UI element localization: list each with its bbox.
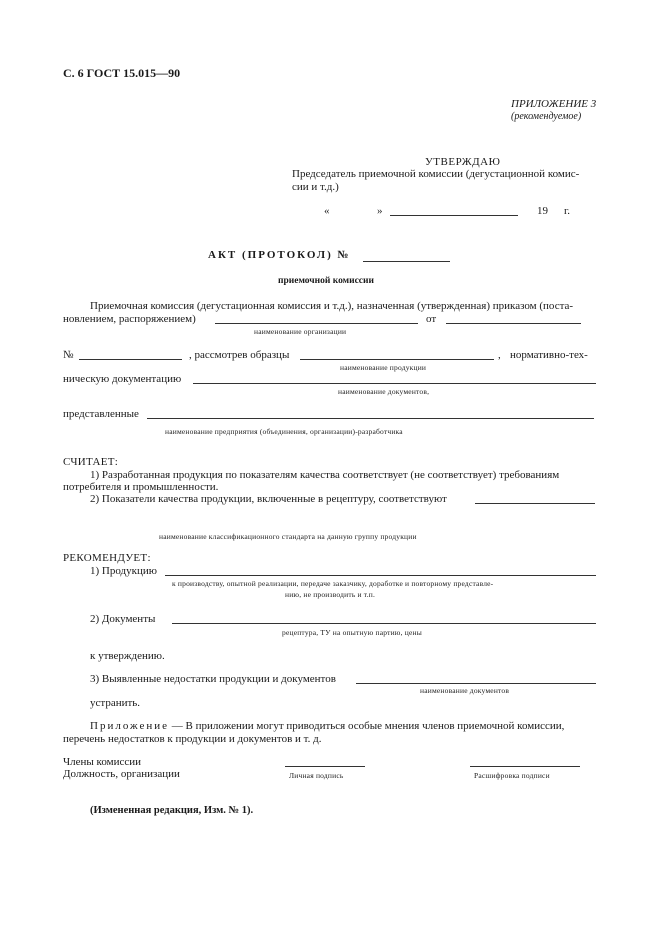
page-header: С. 6 ГОСТ 15.015—90 [63, 66, 181, 80]
product-decision-line[interactable] [165, 575, 596, 576]
note-line-1 [90, 720, 564, 733]
personal-sign-line[interactable] [285, 766, 365, 767]
documents-line[interactable] [172, 623, 596, 624]
product-line[interactable] [300, 359, 494, 360]
approval-line-2: сии и т.д.) [292, 181, 339, 193]
normative-text: нормативно-тех- [510, 349, 588, 361]
hint-org: наименование организации [254, 327, 347, 336]
hint-r1-line-2: нию, не производить и т.п. [285, 590, 376, 599]
order-date-line[interactable] [446, 323, 581, 324]
appendix-subtitle: (рекомендуемое) [511, 111, 582, 122]
hint-standard: наименование классификационного стандарта на данную группу продукции [159, 532, 417, 541]
considers-item-1-line-1: 1) Разработанная продукция по показателям качества соответствует (не соответствует) требованиям [90, 469, 560, 481]
position-label: Должность, организации [63, 768, 180, 780]
members-label: Члены комиссии [63, 756, 142, 768]
reviewed-text: , рассмотрев образцы [189, 349, 290, 361]
considers-heading: СЧИТАЕТ: [63, 456, 119, 468]
recommends-item-3: 3) Выявленные недостатки продукции и документов [90, 673, 336, 685]
note-label: Приложение [90, 720, 170, 732]
note-line-2: перечень недостатков к продукции и документов и т. д. [63, 733, 322, 745]
hint-developer: наименование предприятия (объединения, организации)-разработчика [165, 427, 403, 436]
act-subtitle: приемочной комиссии [278, 276, 374, 286]
recommends-item-1: 1) Продукцию [90, 565, 157, 577]
order-number-line[interactable] [79, 359, 182, 360]
revision-note: (Измененная редакция, Изм. № 1). [90, 805, 254, 816]
recommends-item-2: 2) Документы [90, 613, 156, 625]
recommends-heading: РЕКОМЕНДУЕТ: [63, 552, 151, 564]
tech-doc-line[interactable] [193, 383, 596, 384]
standard-line[interactable] [475, 503, 595, 504]
considers-item-1-line-2: потребителя и промышленности. [63, 481, 219, 493]
comma: , [498, 349, 501, 361]
hint-r1-line-1: к производству, опытной реализации, передаче заказчику, доработке и повторному представле- [172, 579, 494, 588]
decoding-hint: Расшифровка подписи [474, 771, 550, 780]
decoding-line[interactable] [470, 766, 580, 767]
date-quote-open: « [324, 205, 330, 217]
developer-line[interactable] [147, 418, 594, 419]
order-org-line[interactable] [215, 323, 418, 324]
hint-docs: наименование документов, [338, 387, 430, 396]
appendix-title: ПРИЛОЖЕНИЕ 3 [511, 98, 597, 110]
hint-r3: наименование документов [420, 686, 510, 695]
p1-line-2: новлением, распоряжением) [63, 313, 196, 325]
eliminate-text: устранить. [90, 697, 141, 709]
approval-line-1: Председатель приемочной комиссии (дегустационной комис- [292, 168, 580, 180]
tech-doc-text: ническую документацию [63, 373, 182, 385]
act-number-line[interactable] [363, 261, 450, 262]
presented-text: представленные [63, 408, 139, 420]
date-month-line[interactable] [390, 215, 518, 216]
date-quote-close: » [377, 205, 383, 217]
personal-sign-hint: Личная подпись [289, 771, 344, 780]
note-text: — В приложении могут приводиться особые мнения членов приемочной комиссии, [169, 720, 565, 732]
considers-item-2: 2) Показатели качества продукции, включенные в рецептуру, соответствуют [90, 493, 447, 505]
p1-line-1: Приемочная комиссия (дегустационная комиссия и т.д.), назначенная (утвержденная) приказом (поста- [90, 300, 574, 312]
num-sign: № [63, 349, 74, 361]
date-year: 19 [537, 205, 548, 217]
act-title: АКТ (ПРОТОКОЛ) № [208, 249, 351, 261]
approval-title: УТВЕРЖДАЮ [425, 156, 501, 168]
date-year-suffix: г. [564, 205, 571, 217]
hint-product: наименование продукции [340, 363, 427, 372]
deficiencies-line[interactable] [356, 683, 596, 684]
hint-r2: рецептура, ТУ на опытную партию, цены [282, 628, 422, 637]
to-approval-text: к утверждению. [90, 650, 165, 662]
p1-from: от [426, 313, 437, 325]
